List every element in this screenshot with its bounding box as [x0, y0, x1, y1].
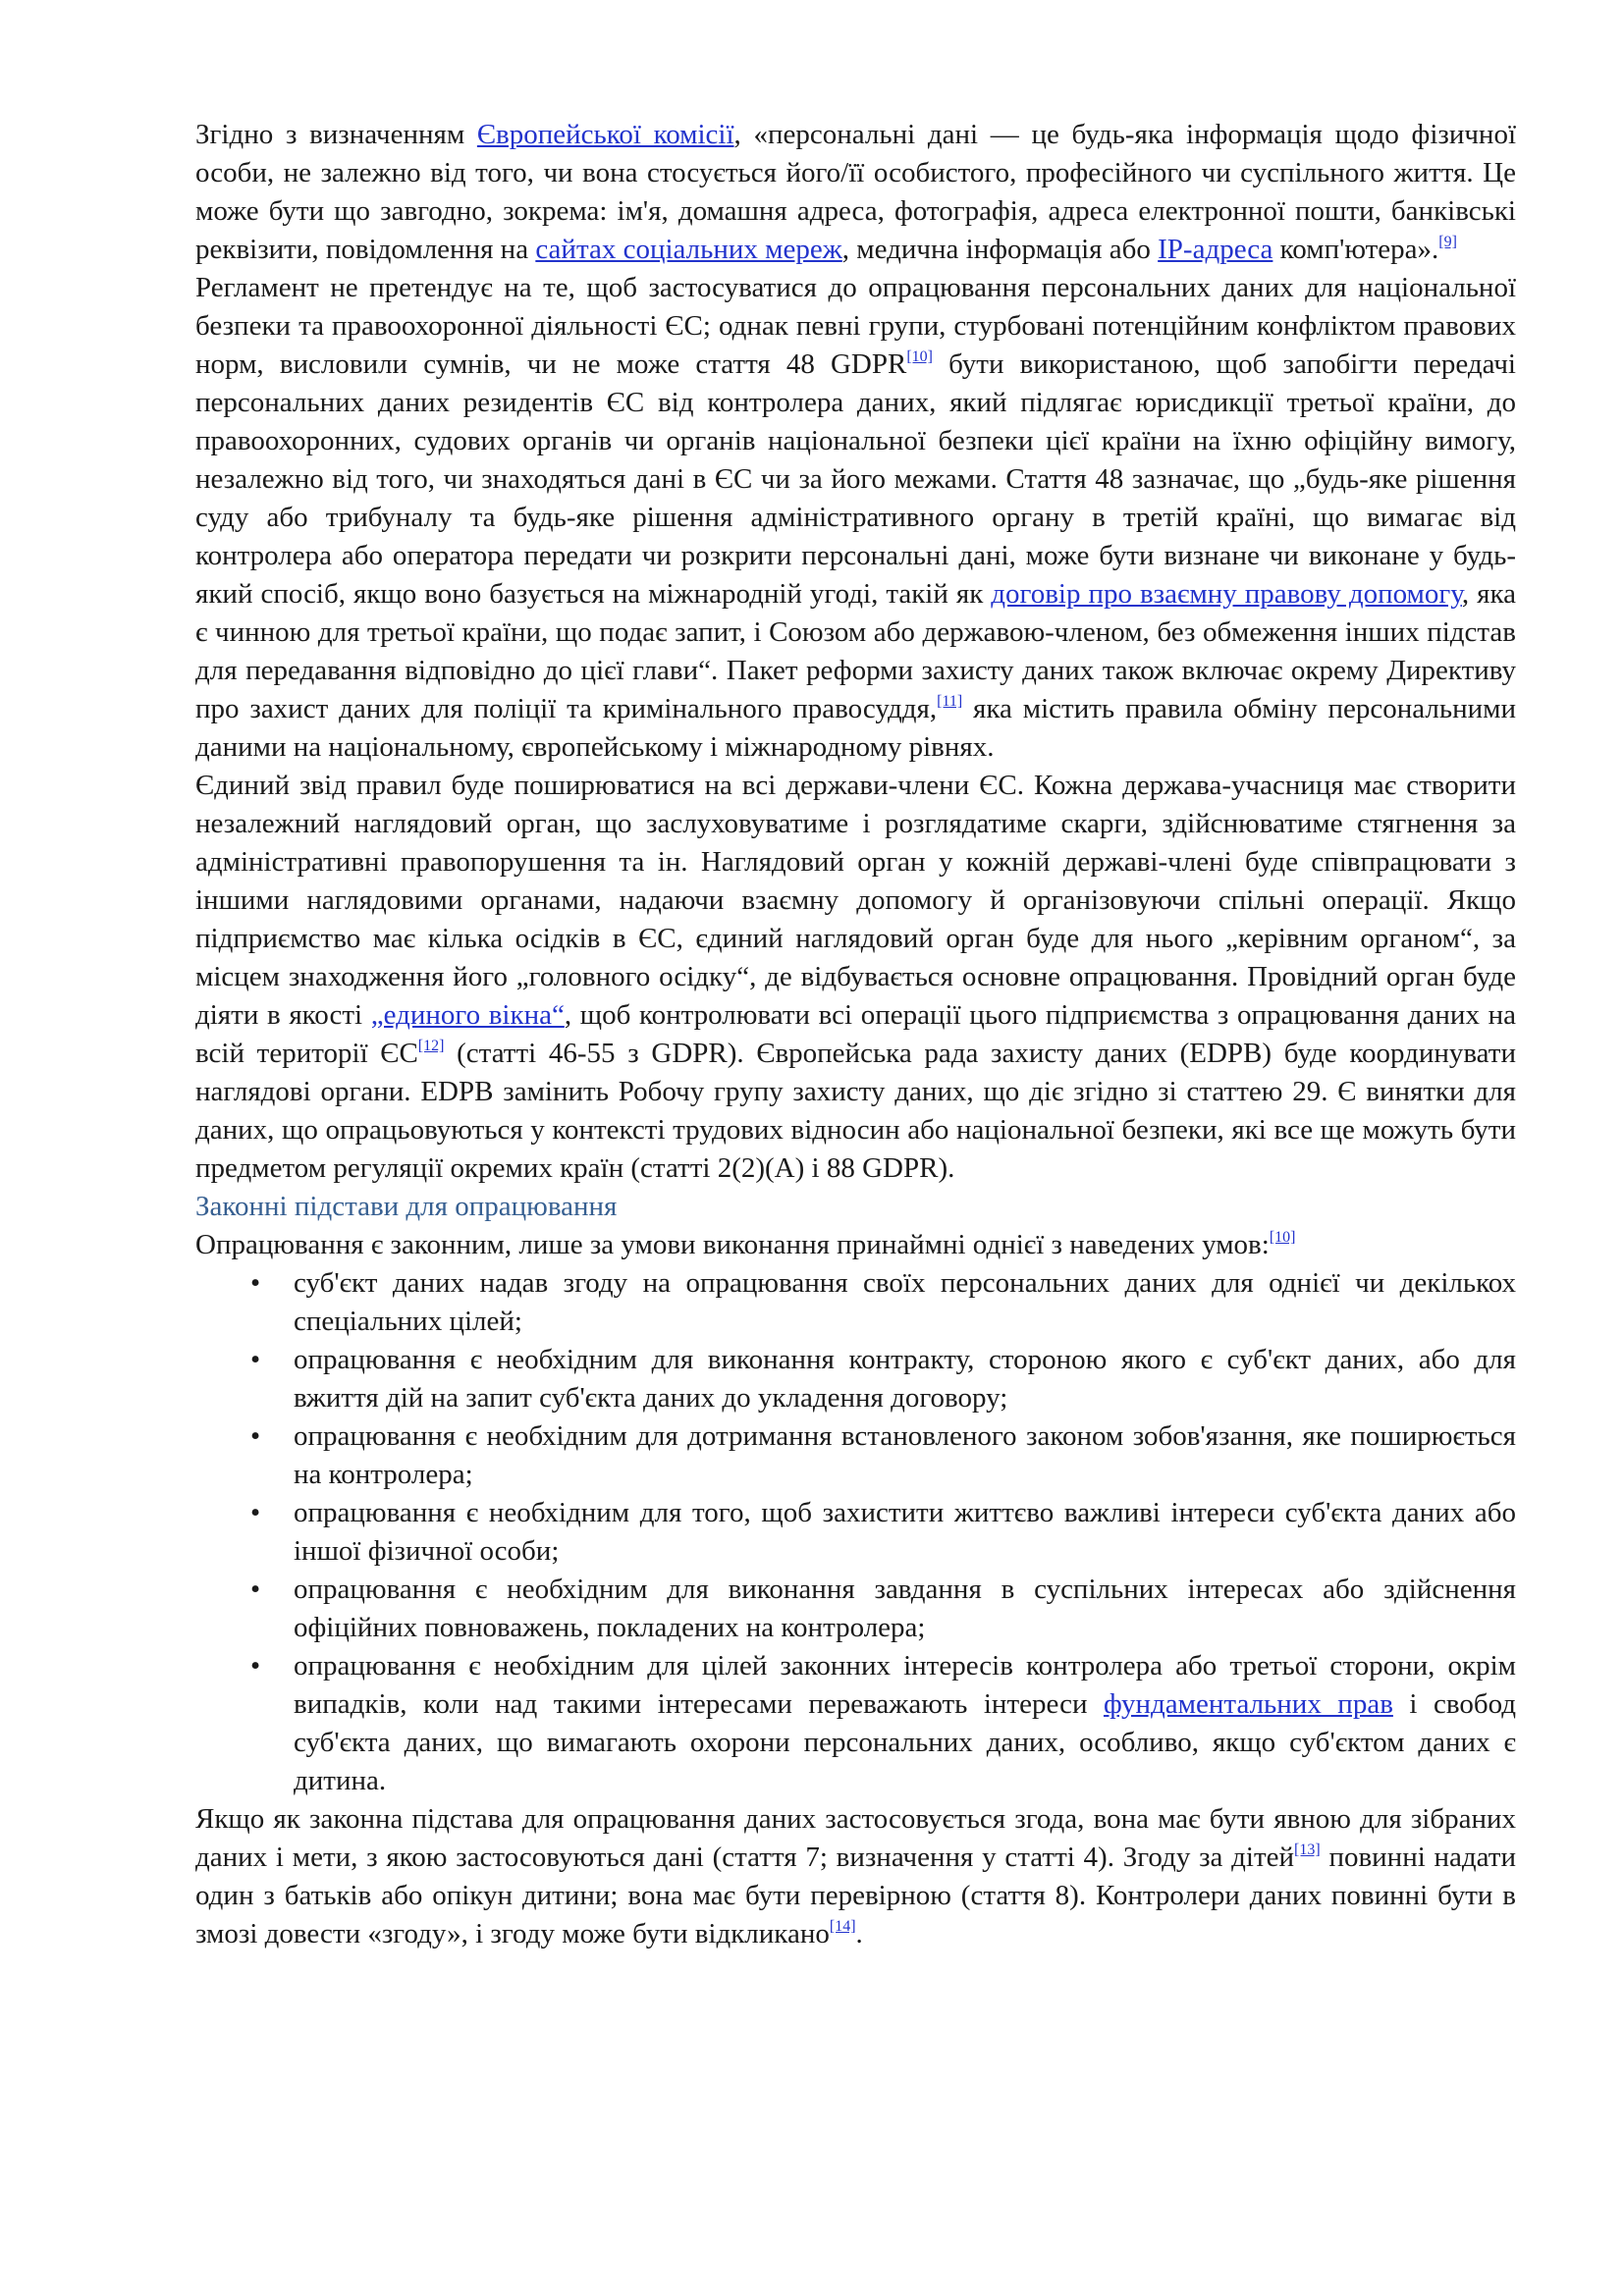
- list-item-text: суб'єкт даних надав згоду на опрацювання своїх персональних даних для однієї чи декількох спеціальних цілей;: [294, 1267, 1516, 1337]
- footnote-link[interactable]: [10]: [906, 348, 933, 365]
- list-item-text: опрацювання є необхідним для виконання завдання в суспільних інтересах або здійснення офіційних повноважень, покладених на контролера;: [294, 1574, 1516, 1643]
- list-item: [195, 1341, 1516, 1417]
- bullet-icon: •: [250, 1497, 261, 1528]
- list-item: [195, 1494, 1516, 1571]
- link-social-networks[interactable]: сайтах соціальних мереж: [535, 234, 842, 265]
- footnote-ref-13[interactable]: [1294, 1842, 1321, 1858]
- text: комп'ютера».: [1272, 234, 1439, 265]
- text: .: [855, 1918, 863, 1949]
- text: Опрацювання є законним, лише за умови виконання принаймні однієї з наведених умов:: [195, 1229, 1270, 1260]
- lawful-conditions-list: [195, 1264, 1516, 1800]
- footnote-ref-10[interactable]: [1270, 1229, 1296, 1246]
- footnote-ref-14[interactable]: [830, 1918, 856, 1935]
- link-one-stop-shop[interactable]: „единого вікна“: [370, 999, 565, 1031]
- text: , яка є чинною для третьої країни, що подає запит, і Союзом або державою-членом, без обмеження інших підстав для передавання відповідно до цієї глави“. Пакет реформи захисту даних також включає окрему Директиву про захист даних для поліції та кримінального правосуддя,: [195, 578, 1516, 724]
- list-item-text: і свобод суб'єкта даних, що вимагають охорони персональних даних, особливо, якщо суб'єктом даних є дитина.: [294, 1688, 1516, 1796]
- list-item: [195, 1264, 1516, 1341]
- paragraph-personal-data-definition: [195, 116, 1516, 269]
- link-mutual-legal-assistance-treaty[interactable]: договір про взаємну правову допомогу: [991, 578, 1462, 610]
- link-european-commission[interactable]: Європейської комісії: [476, 119, 734, 150]
- paragraph-consent: [195, 1800, 1516, 1953]
- text: Згідно з визначенням: [195, 119, 477, 150]
- bullet-icon: •: [250, 1420, 261, 1452]
- text: Регламент не претендує на те, щоб застосуватися до опрацювання персональних даних для національної безпеки та правоохоронної діяльності ЄС; однак певні групи, стурбовані потенційним конфліктом правових норм, висловили сумнів, чи не може стаття 48 GDPR: [195, 272, 1516, 380]
- footnote-link[interactable]: [14]: [829, 1918, 856, 1935]
- text: повинні надати один з батьків або опікун дитини; вона має бути перевірною (стаття 8). Контролери даних повинні бути в змозі довести «згоду», і згоду може бути відкликано: [195, 1842, 1516, 1949]
- document-page: [195, 116, 1516, 1953]
- bullet-icon: •: [250, 1650, 261, 1682]
- text: , «персональні дані — це будь-яка інформація щодо фізичної особи, не залежно від того, чи вона стосується його/її особистого, професійного чи суспільного життя. Це може бути що завгодно, зокрема: ім'я, домашня адреса, фотографія, адреса електронної пошти, банківські реквізити, повідомлення на: [195, 119, 1517, 265]
- bullet-icon: •: [250, 1267, 261, 1299]
- bullet-icon: •: [250, 1344, 261, 1375]
- text: (статті 46-55 з GDPR). Європейська рада захисту даних (EDPB) буде координувати наглядові органи. EDPB замінить Робочу групу захисту даних, що діє згідно зі статтею 29. Є винятки для даних, що опрацьовуються у контексті трудових відносин або національної безпеки, які все ще можуть бути предметом регуляції окремих країн (статті 2(2)(A) і 88 GDPR).: [195, 1038, 1516, 1184]
- list-item-text: опрацювання є необхідним для дотримання встановленого законом зобов'язання, яке поширюється на контролера;: [294, 1420, 1516, 1490]
- paragraph-lawful-conditions-intro: [195, 1226, 1516, 1264]
- footnote-ref-12[interactable]: [418, 1038, 445, 1054]
- list-item: [195, 1571, 1516, 1647]
- list-item: [195, 1417, 1516, 1494]
- bullet-icon: •: [250, 1574, 261, 1605]
- list-item-text: опрацювання є необхідним для цілей законних інтересів контролера або третьої сторони, окрім випадків, коли над такими інтересами переважають інтереси: [294, 1650, 1516, 1720]
- link-ip-address[interactable]: IP-адреса: [1158, 234, 1273, 265]
- footnote-ref-10[interactable]: [906, 348, 933, 365]
- list-item-text: опрацювання є необхідним для виконання контракту, стороною якого є суб'єкт даних, або для вжиття дій на запит суб'єкта даних до укладення договору;: [294, 1344, 1516, 1414]
- footnote-ref-11[interactable]: [937, 693, 962, 710]
- text: яка містить правила обміну персональними даними на національному, європейському і міжнародному рівнях.: [195, 693, 1516, 763]
- list-item: [195, 1647, 1516, 1800]
- footnote-link[interactable]: [12]: [417, 1038, 445, 1054]
- link-fundamental-rights[interactable]: фундаментальних прав: [1103, 1688, 1393, 1720]
- footnote-link[interactable]: [13]: [1294, 1842, 1321, 1858]
- text: бути використаною, щоб запобігти передачі персональних даних резидентів ЄС від контролера даних, який підлягає юрисдикції третьої країни, до правоохоронних, судових органів чи органів національної безпеки цієї країни на їхню офіційну вимогу, незалежно від того, чи знаходяться дані в ЄС чи за його межами. Стаття 48 зазначає, що „будь-яке рішення суду або трибуналу та будь-яке рішення адміністративного органу в третій країні, що вимагає від контролера або оператора передати чи розкрити персональні дані, може бути визнане чи виконане у будь-який спосіб, якщо воно базується на міжнародній угоді, такій як: [195, 348, 1516, 610]
- paragraph-single-rulebook: [195, 767, 1516, 1188]
- text: Єдиний звід правил буде поширюватися на всі держави-члени ЄС. Кожна держава-учасниця має створити незалежний наглядовий орган, що заслуховуватиме і розглядатиме скарги, здійснюватиме стягнення за адміністративні правопорушення та ін. Наглядовий орган у кожній державі-члені буде співпрацювати з іншими наглядовими органами, надаючи взаємну допомогу й організовуючи спільні операції. Якщо підприємство має кілька осідків в ЄС, єдиний наглядовий орган буде для нього „керівним органом“, за місцем знаходження його „головного осідку“, де відбувається основне опрацювання. Провідний орган буде діяти в якості: [195, 770, 1516, 1031]
- section-heading-lawful-basis: Законні підстави для опрацювання: [195, 1191, 618, 1222]
- text: Якщо як законна підстава для опрацювання даних застосовується згода, вона має бути явною для зібраних даних і мети, з якою застосовуються дані (стаття 7; визначення у статті 4). Згоду за дітей: [195, 1803, 1516, 1873]
- text: , щоб контролювати всі операції цього підприємства з опрацювання даних на всій території ЄС: [195, 999, 1516, 1069]
- footnote-link[interactable]: [10]: [1269, 1229, 1296, 1246]
- paragraph-regulation-scope: [195, 269, 1516, 767]
- footnote-link[interactable]: [9]: [1438, 234, 1457, 250]
- list-item-text: опрацювання є необхідним для того, щоб захистити життєво важливі інтереси суб'єкта даних або іншої фізичної особи;: [294, 1497, 1516, 1567]
- footnote-link[interactable]: [11]: [937, 693, 963, 710]
- footnote-ref-9[interactable]: [1438, 234, 1457, 250]
- text: , медична інформація або: [841, 234, 1159, 265]
